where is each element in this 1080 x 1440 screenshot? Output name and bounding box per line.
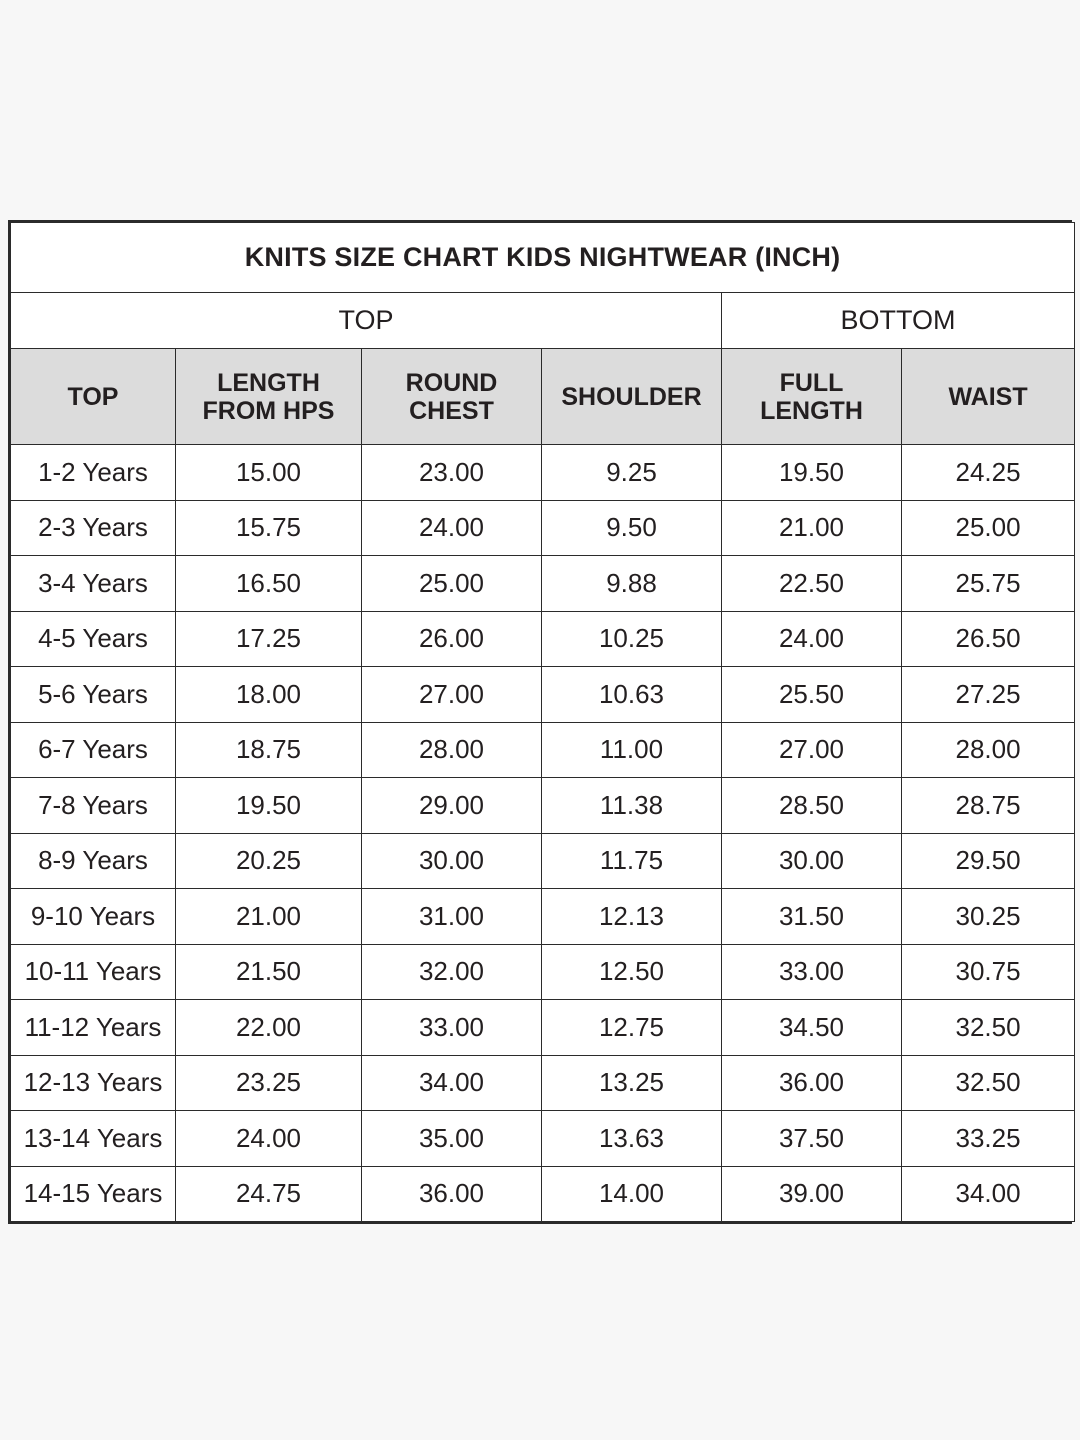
cell-shoulder: 10.63 (542, 667, 722, 723)
cell-waist: 28.00 (902, 722, 1075, 778)
cell-round-chest: 28.00 (362, 722, 542, 778)
cell-full-length: 37.50 (722, 1111, 902, 1167)
cell-shoulder: 11.75 (542, 833, 722, 889)
cell-waist: 32.50 (902, 1055, 1075, 1111)
row-label: 2-3 Years (11, 500, 176, 556)
cell-waist: 24.25 (902, 445, 1075, 501)
cell-full-length: 30.00 (722, 833, 902, 889)
cell-full-length: 28.50 (722, 778, 902, 834)
group-header-bottom: BOTTOM (722, 293, 1075, 349)
cell-round-chest: 27.00 (362, 667, 542, 723)
cell-round-chest: 26.00 (362, 611, 542, 667)
cell-shoulder: 13.25 (542, 1055, 722, 1111)
column-header-full-length (722, 349, 902, 445)
cell-waist: 32.50 (902, 1000, 1075, 1056)
cell-length-from-hps: 24.00 (176, 1111, 362, 1167)
column-header-size-line1: TOP (67, 382, 119, 411)
cell-full-length: 27.00 (722, 722, 902, 778)
cell-full-length: 31.50 (722, 889, 902, 945)
cell-length-from-hps: 21.00 (176, 889, 362, 945)
cell-waist: 29.50 (902, 833, 1075, 889)
column-header-full-line1: FULL (779, 368, 844, 397)
cell-length-from-hps: 24.75 (176, 1166, 362, 1222)
cell-shoulder: 9.88 (542, 556, 722, 612)
size-chart-table (10, 222, 1075, 1222)
cell-shoulder: 12.13 (542, 889, 722, 945)
cell-waist: 28.75 (902, 778, 1075, 834)
table-row (11, 1111, 1075, 1167)
cell-waist: 25.75 (902, 556, 1075, 612)
cell-full-length: 19.50 (722, 445, 902, 501)
column-header-full-line2: LENGTH (760, 396, 863, 425)
row-label: 8-9 Years (11, 833, 176, 889)
cell-length-from-hps: 22.00 (176, 1000, 362, 1056)
table-row (11, 500, 1075, 556)
cell-round-chest: 30.00 (362, 833, 542, 889)
column-header-waist-line1: WAIST (948, 382, 1028, 411)
cell-round-chest: 36.00 (362, 1166, 542, 1222)
cell-length-from-hps: 15.75 (176, 500, 362, 556)
cell-round-chest: 24.00 (362, 500, 542, 556)
cell-round-chest: 34.00 (362, 1055, 542, 1111)
cell-full-length: 34.50 (722, 1000, 902, 1056)
cell-length-from-hps: 20.25 (176, 833, 362, 889)
cell-shoulder: 9.50 (542, 500, 722, 556)
cell-shoulder: 11.38 (542, 778, 722, 834)
cell-full-length: 22.50 (722, 556, 902, 612)
table-row (11, 778, 1075, 834)
row-label: 12-13 Years (11, 1055, 176, 1111)
row-label: 4-5 Years (11, 611, 176, 667)
row-label: 7-8 Years (11, 778, 176, 834)
cell-length-from-hps: 15.00 (176, 445, 362, 501)
chart-title: KNITS SIZE CHART KIDS NIGHTWEAR (INCH) (11, 223, 1075, 293)
cell-waist: 30.75 (902, 944, 1075, 1000)
table-row (11, 667, 1075, 723)
column-header-length-line2: FROM HPS (202, 396, 335, 425)
row-label: 14-15 Years (11, 1166, 176, 1222)
cell-shoulder: 12.50 (542, 944, 722, 1000)
cell-waist: 34.00 (902, 1166, 1075, 1222)
row-label: 3-4 Years (11, 556, 176, 612)
cell-round-chest: 31.00 (362, 889, 542, 945)
cell-round-chest: 23.00 (362, 445, 542, 501)
cell-length-from-hps: 21.50 (176, 944, 362, 1000)
table-row (11, 722, 1075, 778)
size-chart-container (8, 220, 1072, 1224)
table-row (11, 833, 1075, 889)
column-header-shoulder-line1: SHOULDER (561, 382, 702, 411)
cell-round-chest: 25.00 (362, 556, 542, 612)
row-label: 6-7 Years (11, 722, 176, 778)
cell-round-chest: 35.00 (362, 1111, 542, 1167)
cell-length-from-hps: 16.50 (176, 556, 362, 612)
table-row (11, 611, 1075, 667)
table-group-row (11, 293, 1075, 349)
cell-shoulder: 10.25 (542, 611, 722, 667)
cell-waist: 27.25 (902, 667, 1075, 723)
table-header-row (11, 349, 1075, 445)
cell-full-length: 25.50 (722, 667, 902, 723)
column-header-size (11, 349, 176, 445)
column-header-round-chest (362, 349, 542, 445)
cell-round-chest: 32.00 (362, 944, 542, 1000)
cell-round-chest: 29.00 (362, 778, 542, 834)
row-label: 11-12 Years (11, 1000, 176, 1056)
column-header-shoulder (542, 349, 722, 445)
table-row (11, 1166, 1075, 1222)
cell-shoulder: 14.00 (542, 1166, 722, 1222)
cell-length-from-hps: 18.75 (176, 722, 362, 778)
column-header-chest-line1: ROUND (405, 368, 498, 397)
cell-waist: 26.50 (902, 611, 1075, 667)
cell-full-length: 21.00 (722, 500, 902, 556)
table-row (11, 1000, 1075, 1056)
group-header-top: TOP (11, 293, 722, 349)
row-label: 5-6 Years (11, 667, 176, 723)
row-label: 1-2 Years (11, 445, 176, 501)
column-header-chest-line2: CHEST (409, 396, 494, 425)
table-row (11, 944, 1075, 1000)
cell-full-length: 33.00 (722, 944, 902, 1000)
table-title-row (11, 223, 1075, 293)
cell-length-from-hps: 19.50 (176, 778, 362, 834)
cell-full-length: 36.00 (722, 1055, 902, 1111)
cell-full-length: 24.00 (722, 611, 902, 667)
column-header-length-line1: LENGTH (217, 368, 320, 397)
row-label: 13-14 Years (11, 1111, 176, 1167)
cell-shoulder: 12.75 (542, 1000, 722, 1056)
cell-waist: 33.25 (902, 1111, 1075, 1167)
row-label: 10-11 Years (11, 944, 176, 1000)
cell-shoulder: 9.25 (542, 445, 722, 501)
column-header-length-from-hps (176, 349, 362, 445)
table-row (11, 1055, 1075, 1111)
table-row (11, 445, 1075, 501)
cell-length-from-hps: 17.25 (176, 611, 362, 667)
row-label: 9-10 Years (11, 889, 176, 945)
cell-shoulder: 11.00 (542, 722, 722, 778)
column-header-waist (902, 349, 1075, 445)
cell-full-length: 39.00 (722, 1166, 902, 1222)
cell-waist: 30.25 (902, 889, 1075, 945)
cell-waist: 25.00 (902, 500, 1075, 556)
cell-length-from-hps: 18.00 (176, 667, 362, 723)
cell-shoulder: 13.63 (542, 1111, 722, 1167)
table-row (11, 556, 1075, 612)
table-row (11, 889, 1075, 945)
cell-round-chest: 33.00 (362, 1000, 542, 1056)
cell-length-from-hps: 23.25 (176, 1055, 362, 1111)
